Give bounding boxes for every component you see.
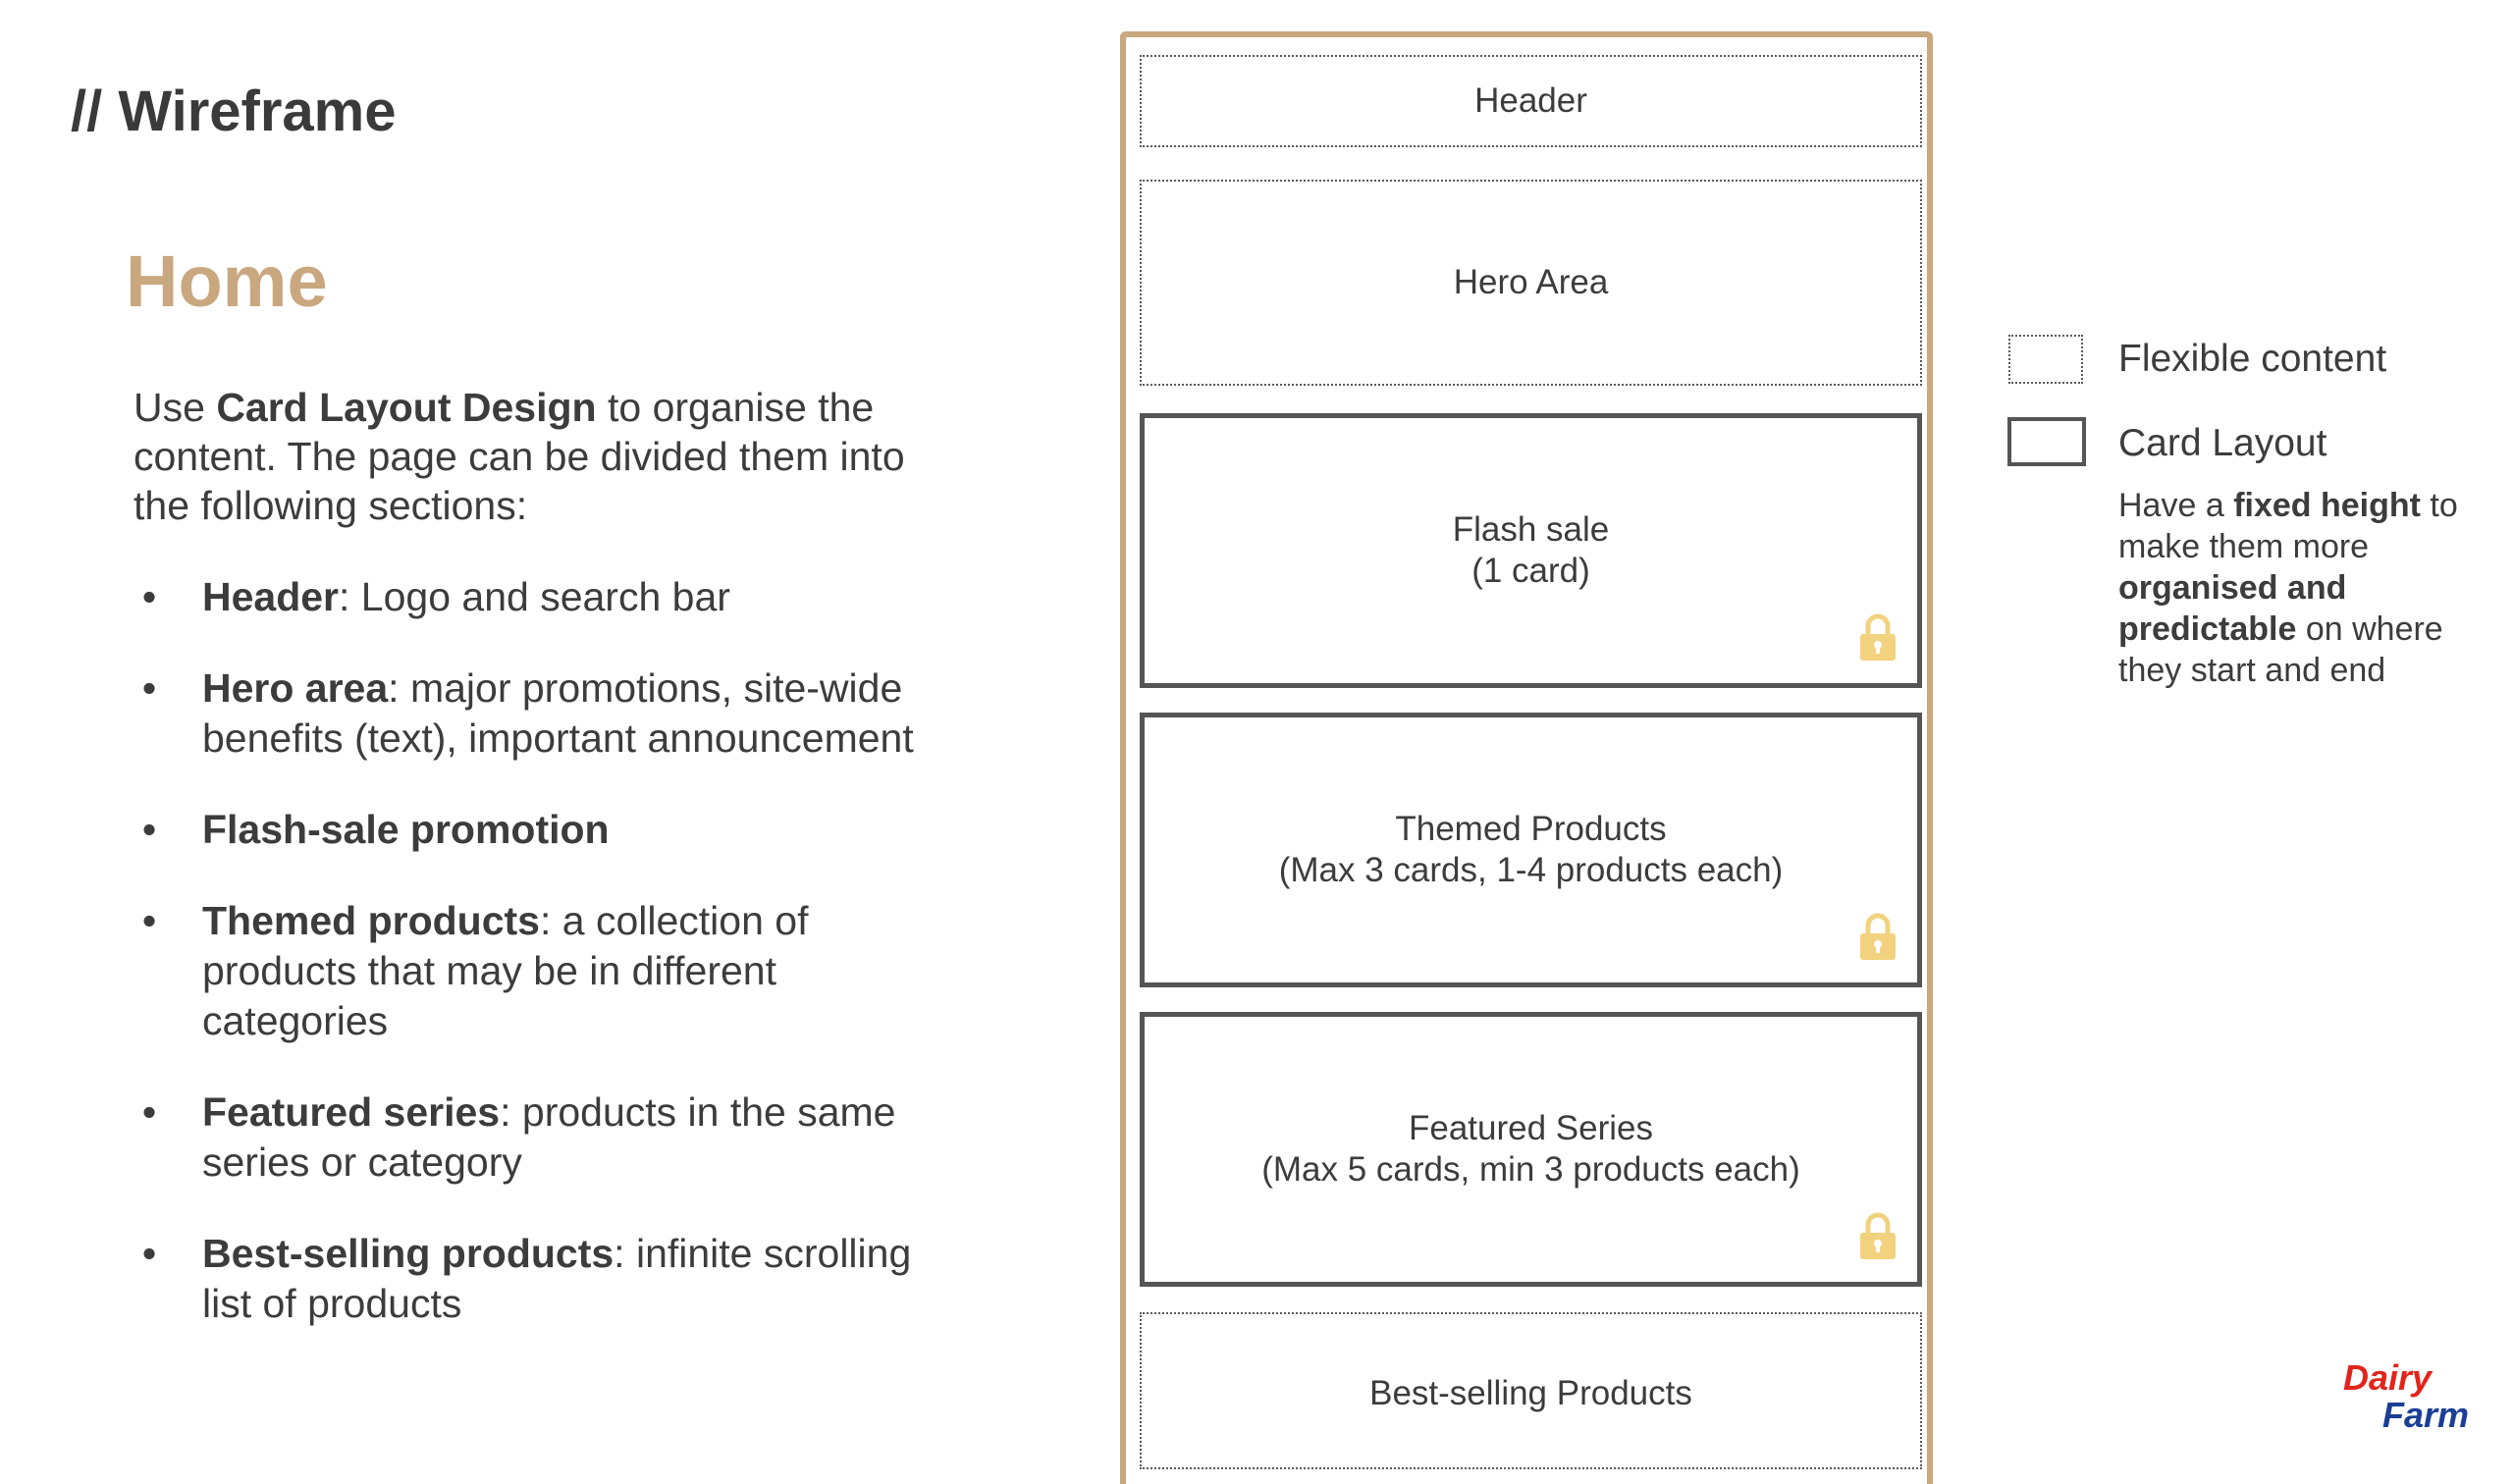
list-item-desc: : infinite scrolling list of products: [202, 1231, 912, 1326]
intro-paragraph: [134, 383, 958, 530]
lock-icon: [1858, 912, 1898, 961]
lock-icon: [1858, 1211, 1898, 1260]
intro-text-pre: Use: [134, 385, 217, 430]
list-item-desc: : major promotions, site-wide benefits (text), important announcement: [202, 665, 914, 761]
legend-note-bold: organised and predictable: [2118, 569, 2347, 648]
bullet-icon: •: [141, 898, 157, 943]
list-item-desc: : a collection of products that may be in different categories: [202, 898, 809, 1043]
legend-note-text: to make them more: [2118, 487, 2458, 565]
intro-text-bold: Card Layout Design: [216, 385, 597, 430]
best-selling-label: Best-selling Products: [1369, 1374, 1692, 1412]
legend-card-note: [2118, 485, 2491, 691]
section-title: Home: [126, 240, 328, 322]
lock-icon: [1858, 612, 1898, 662]
legend-card-label: Card Layout: [2118, 422, 2327, 464]
intro-text-post: to organise the content. The page can be divided them into the following sections:: [134, 385, 905, 528]
list-item-term: Header: [202, 574, 340, 619]
bullet-icon: •: [141, 665, 157, 711]
flash-sale-sublabel: (1 card): [1471, 552, 1590, 590]
list-item-term: Best-selling products: [202, 1231, 615, 1276]
wireframe-flash-sale-card: [1140, 413, 1922, 688]
list-item-desc: : Logo and search bar: [339, 574, 730, 619]
wireframe-featured-series-card: [1140, 1012, 1922, 1287]
wireframe-hero-label: Hero Area: [1453, 263, 1609, 301]
wireframe-header-label: Header: [1474, 81, 1587, 120]
list-item: [134, 1229, 958, 1329]
legend-card-swatch: [2007, 417, 2086, 466]
bullet-icon: •: [141, 1089, 157, 1135]
legend-note-text: on where they start and end: [2118, 610, 2443, 689]
featured-series-label: Featured Series: [1408, 1109, 1654, 1147]
legend-note-text: Have a: [2118, 487, 2234, 524]
list-item: [134, 572, 958, 622]
legend-flexible-label: Flexible content: [2118, 338, 2387, 380]
wireframe-themed-products-card: [1140, 713, 1922, 987]
bullet-icon: •: [141, 1231, 157, 1276]
legend-flexible-swatch: [2008, 335, 2083, 384]
list-item-term: Themed products: [202, 898, 540, 943]
themed-products-label: Themed Products: [1395, 810, 1667, 848]
logo-word-farm: Farm: [2382, 1395, 2470, 1433]
list-item-term: Hero area: [202, 665, 389, 711]
list-item: [134, 663, 958, 764]
bullet-icon: •: [141, 807, 157, 852]
dairy-farm-logo: [2341, 1354, 2479, 1433]
list-item-term: Flash-sale promotion: [202, 807, 610, 852]
wireframe-header-section: [1140, 55, 1922, 147]
wireframe-best-selling-section: [1140, 1312, 1922, 1469]
list-item-term: Featured series: [202, 1089, 501, 1135]
list-item: [134, 805, 958, 855]
featured-series-sublabel: (Max 5 cards, min 3 products each): [1261, 1150, 1800, 1189]
list-item: [134, 896, 958, 1046]
themed-products-sublabel: (Max 3 cards, 1-4 products each): [1278, 851, 1784, 889]
flash-sale-label: Flash sale: [1452, 510, 1610, 549]
bullet-icon: •: [141, 574, 157, 619]
list-item: [134, 1087, 958, 1188]
logo-word-dairy: Dairy: [2343, 1357, 2433, 1398]
section-list: [134, 572, 958, 1329]
wireframe-hero-section: [1140, 180, 1922, 386]
legend-note-bold: fixed height: [2233, 487, 2421, 524]
page-title: // Wireframe: [71, 80, 397, 143]
list-item-desc: : products in the same series or category: [202, 1089, 896, 1185]
